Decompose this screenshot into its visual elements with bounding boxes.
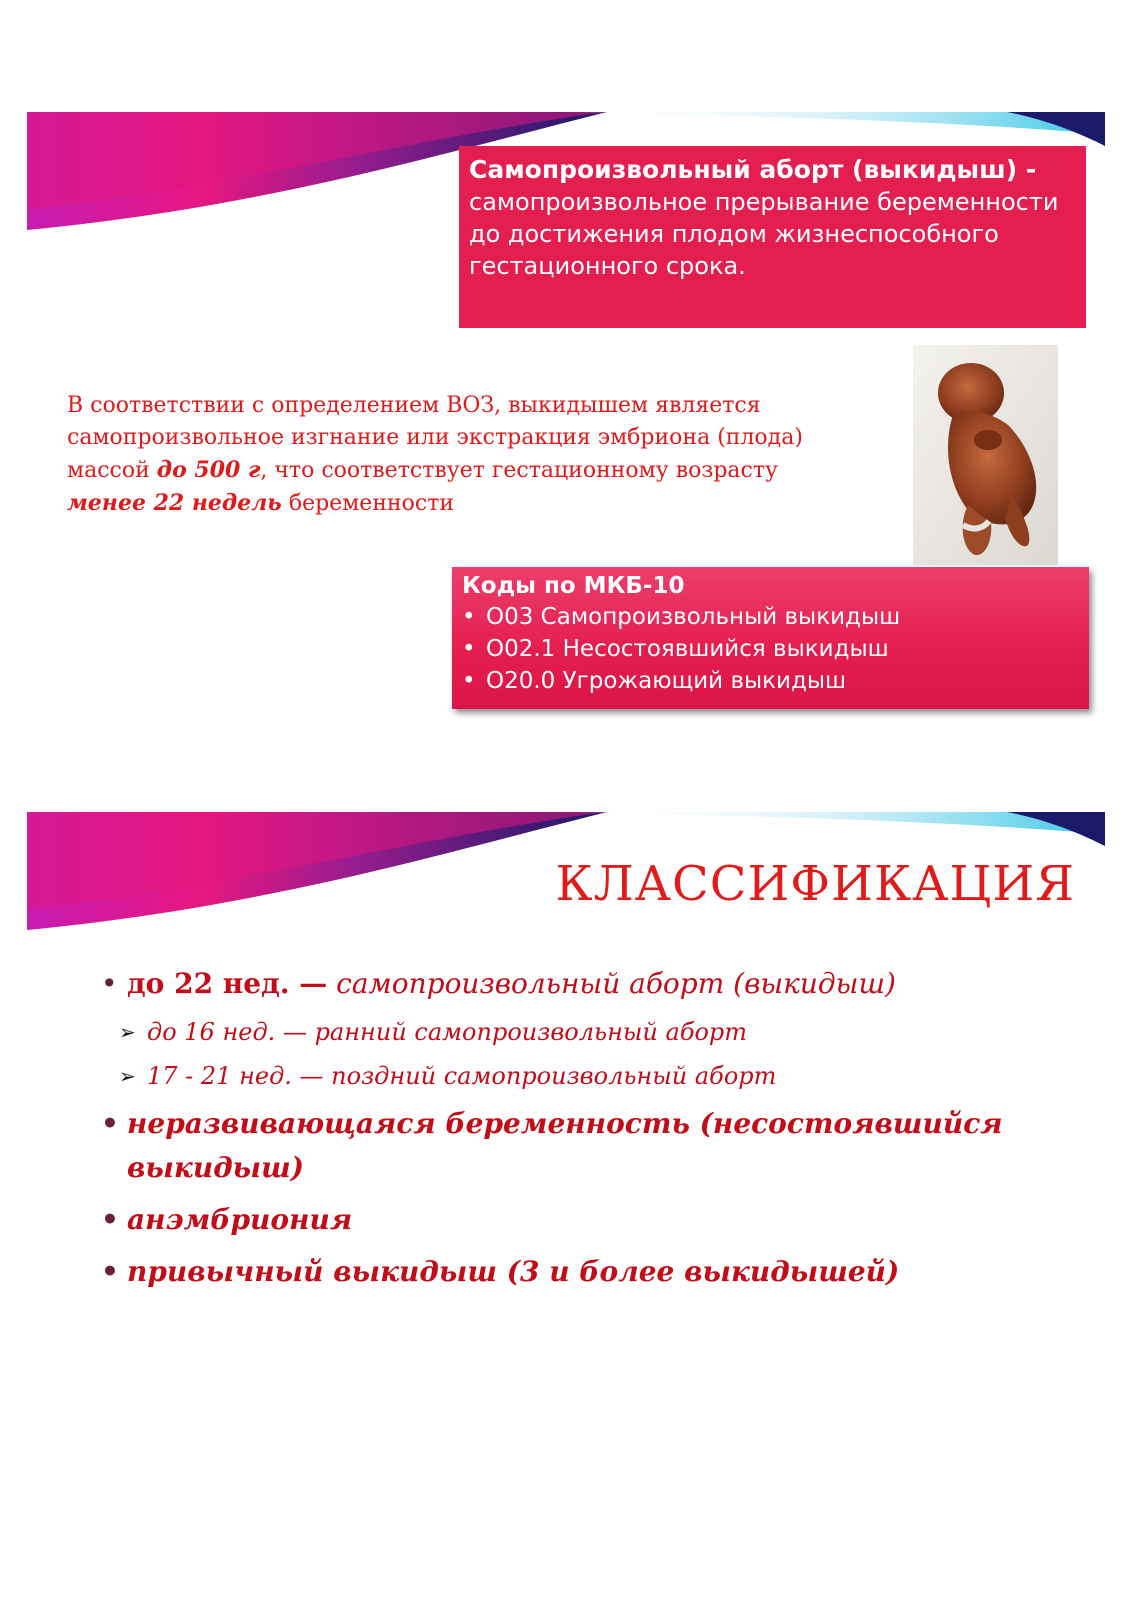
bullet-icon: •: [462, 604, 476, 630]
item3-text: анэмбриония: [127, 1203, 353, 1236]
icd-title: Коды по МКБ-10: [462, 573, 685, 599]
who-definition-text: [67, 390, 847, 520]
classification-item: [101, 1198, 1007, 1242]
classification-subitem: [107, 1058, 1007, 1094]
icd-list: [462, 601, 1089, 697]
bullet-icon: •: [101, 1203, 119, 1236]
bullet-icon: •: [101, 1107, 119, 1140]
arrow-bullet-icon: ➢: [119, 1064, 136, 1088]
subitem1-text: до 16 нед. — ранний самопроизвольный аборт: [147, 1018, 748, 1046]
icd-codes-box: [452, 567, 1089, 709]
classification-item: [101, 962, 1007, 1006]
bullet-icon: •: [101, 1255, 119, 1288]
icd-item-text: O20.0 Угрожающий выкидыш: [486, 668, 847, 694]
fetus-photo: [913, 345, 1058, 565]
classification-list: [101, 962, 1007, 1302]
item4-text: привычный выкидыш (3 и более выкидышей): [127, 1255, 900, 1288]
item2-text: неразвивающаяся беременность (несостоявшийся выкидыш): [127, 1107, 1003, 1184]
who-text-part1: В соответствии с определением ВОЗ, выкидышем является самопроизвольное изгнание или экстракция эмбриона (плода) массой: [67, 393, 803, 483]
icd-item-text: O02.1 Несостоявшийся выкидыш: [486, 636, 889, 662]
classification-item: [101, 1102, 1007, 1190]
slide-classification: [27, 812, 1105, 1462]
icd-item: [462, 665, 1089, 697]
slide-definition: [27, 112, 1105, 762]
icd-item: [462, 633, 1089, 665]
bullet-icon: •: [462, 636, 476, 662]
definition-text: самопроизвольное прерывание беременности до достижения плодом жизнеспособного гестационного срока.: [469, 188, 1059, 280]
bullet-icon: •: [101, 967, 118, 1000]
item1-italic: самопроизвольный аборт (выкидыш): [327, 967, 896, 1000]
who-text-part2: , что соответствует гестационному возрасту: [260, 458, 778, 483]
classification-item: [101, 1250, 1007, 1294]
who-text-mass: до 500 г: [156, 457, 261, 483]
definition-term: Самопроизвольный аборт (выкидыш): [469, 155, 1018, 184]
icd-item: [462, 601, 1089, 633]
who-text-part3: беременности: [281, 491, 455, 516]
classification-subitem: [107, 1014, 1007, 1050]
arrow-bullet-icon: ➢: [119, 1020, 136, 1044]
subitem2-text: 17 - 21 нед. — поздний самопроизвольный аборт: [147, 1062, 777, 1090]
bullet-icon: •: [462, 668, 476, 694]
item1-bold: до 22 нед. —: [127, 967, 328, 1000]
who-text-age: менее 22 недель: [67, 490, 282, 516]
classification-title: КЛАССИФИКАЦИЯ: [555, 856, 1075, 912]
icd-item-text: O03 Самопроизвольный выкидыш: [486, 604, 901, 630]
definition-box: [459, 146, 1086, 328]
definition-dash: -: [1017, 155, 1037, 184]
